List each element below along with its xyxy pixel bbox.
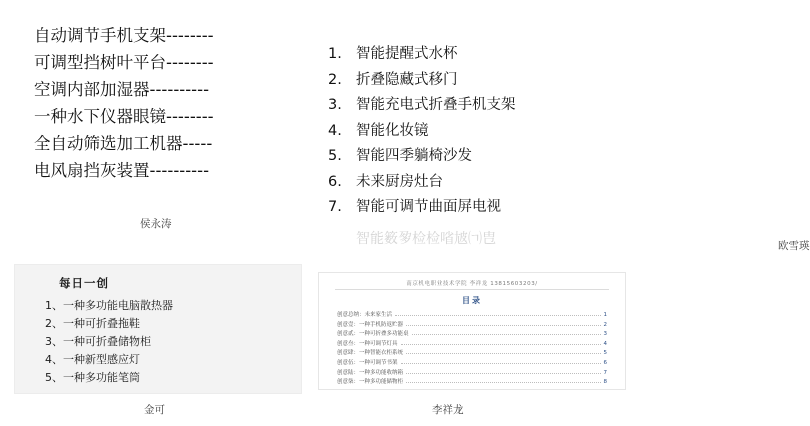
list-item-number: 7.: [328, 199, 342, 215]
toc-list: [337, 311, 607, 388]
list-item-label: 智能提醒式水杯: [356, 46, 458, 62]
list-item-label: 折叠隐藏式移门: [356, 71, 458, 88]
list-item-label: 智能化妆镜: [356, 122, 429, 139]
clipped-text-line: 智能䉤㚉检检㗂㝿㈀㕀: [356, 231, 496, 247]
panel-bottom-right: [318, 272, 628, 396]
toc-page-number: 2: [603, 321, 607, 328]
list-item: [328, 170, 628, 196]
panel-bottom-left: [14, 264, 300, 394]
list-item-label: 智能四季躺椅沙发: [356, 148, 472, 164]
toc-label: 创意肆：一种智能衣柜系统: [337, 350, 404, 357]
caption-bottom-left: 金可: [144, 404, 165, 416]
toc-page-number: 1: [603, 312, 607, 318]
list-item: 3、一种可折叠储物柜: [45, 335, 151, 348]
list-item: 自动调节手机支架--------: [34, 26, 214, 45]
list-item: 2、一种可折叠拖鞋: [45, 317, 140, 330]
caption-bottom-right: 李祥龙: [432, 404, 464, 416]
list-item: 电风扇挡灰装置----------: [34, 161, 210, 180]
list-item: [328, 42, 628, 68]
toc-page-number: 8: [603, 379, 607, 386]
list-item: 1、一种多功能电脑散热器: [45, 299, 173, 312]
toc-page-number: 7: [603, 369, 607, 376]
toc-page-number: 3: [603, 331, 607, 338]
toc-label: 创意柒：一种多功能储物柜: [337, 379, 404, 386]
list-item-label: 智能充电式折叠手机支架: [356, 97, 516, 113]
list-item-number: 4.: [328, 122, 342, 139]
list-item-label: 智能可调节曲面屏电视: [356, 199, 501, 215]
thumbnail-header: 南京机电职业技术学院 李祥龙 13815603203/: [406, 281, 538, 287]
toc-row: [337, 311, 607, 321]
list-item: [328, 119, 628, 145]
panel-top-right: [318, 0, 810, 252]
list-item: 4、一种新型感应灯: [45, 353, 140, 366]
toc-label: 创意陆：一种多功能收纳箱: [337, 369, 404, 376]
divider: [335, 289, 609, 290]
idea-list-top-right: [328, 42, 628, 221]
idea-list-bottom-left: [45, 297, 285, 387]
panel-top-left: [0, 0, 306, 250]
list-item: [328, 93, 628, 119]
list-item: [328, 144, 628, 170]
list-item-number: 1.: [328, 46, 342, 62]
slide-thumbnail-bottom-right: [318, 272, 626, 390]
toc-leader: [412, 333, 601, 335]
toc-row: [337, 349, 607, 359]
thumbnail-title: 每日一创: [59, 276, 109, 290]
caption-top-left: 侯永涛: [140, 218, 172, 230]
list-item: [328, 68, 628, 94]
toc-leader: [401, 362, 601, 364]
idea-list-top-left: [34, 22, 304, 184]
list-item: 空调内部加湿器----------: [34, 80, 210, 99]
toc-page-number: 6: [603, 359, 607, 366]
toc-label: 创意壹：一种手机防返贮器: [337, 321, 404, 328]
toc-leader: [406, 352, 600, 354]
thumbnail-title: 目录: [462, 296, 482, 305]
list-item-number: 3.: [328, 97, 342, 113]
toc-label: 创意总纳：未来家生活: [337, 312, 393, 318]
toc-leader: [395, 314, 600, 316]
toc-leader: [406, 372, 600, 374]
list-item: [328, 195, 628, 221]
toc-label: 创意伍：一种可调节书架: [337, 359, 398, 366]
toc-leader: [401, 343, 601, 345]
toc-row: [337, 330, 607, 340]
list-item: 全自动筛选加工机器-----: [34, 134, 213, 153]
slide-thumbnail-bottom-left: [14, 264, 302, 394]
caption-top-right: 欧雪瑛: [778, 240, 810, 252]
toc-row: [337, 340, 607, 350]
toc-page-number: 4: [603, 340, 607, 347]
toc-row: [337, 378, 607, 388]
toc-row: [337, 359, 607, 369]
list-item-number: 6.: [328, 173, 342, 190]
toc-leader: [406, 381, 600, 383]
toc-leader: [406, 324, 600, 326]
toc-row: [337, 369, 607, 379]
list-item-label: 未来厨房灶台: [356, 173, 443, 190]
list-item: 可调型挡树叶平台--------: [34, 53, 214, 72]
list-item-number: 2.: [328, 71, 342, 88]
toc-page-number: 5: [603, 350, 607, 357]
toc-row: [337, 321, 607, 331]
list-item: 一种水下仪器眼镜--------: [34, 107, 214, 126]
list-item: 5、一种多功能笔筒: [45, 371, 140, 384]
toc-label: 创意叁：一种可调节灯具: [337, 340, 398, 347]
toc-label: 创意贰：一种可折叠多功能桌: [337, 331, 409, 338]
list-item-number: 5.: [328, 148, 342, 164]
